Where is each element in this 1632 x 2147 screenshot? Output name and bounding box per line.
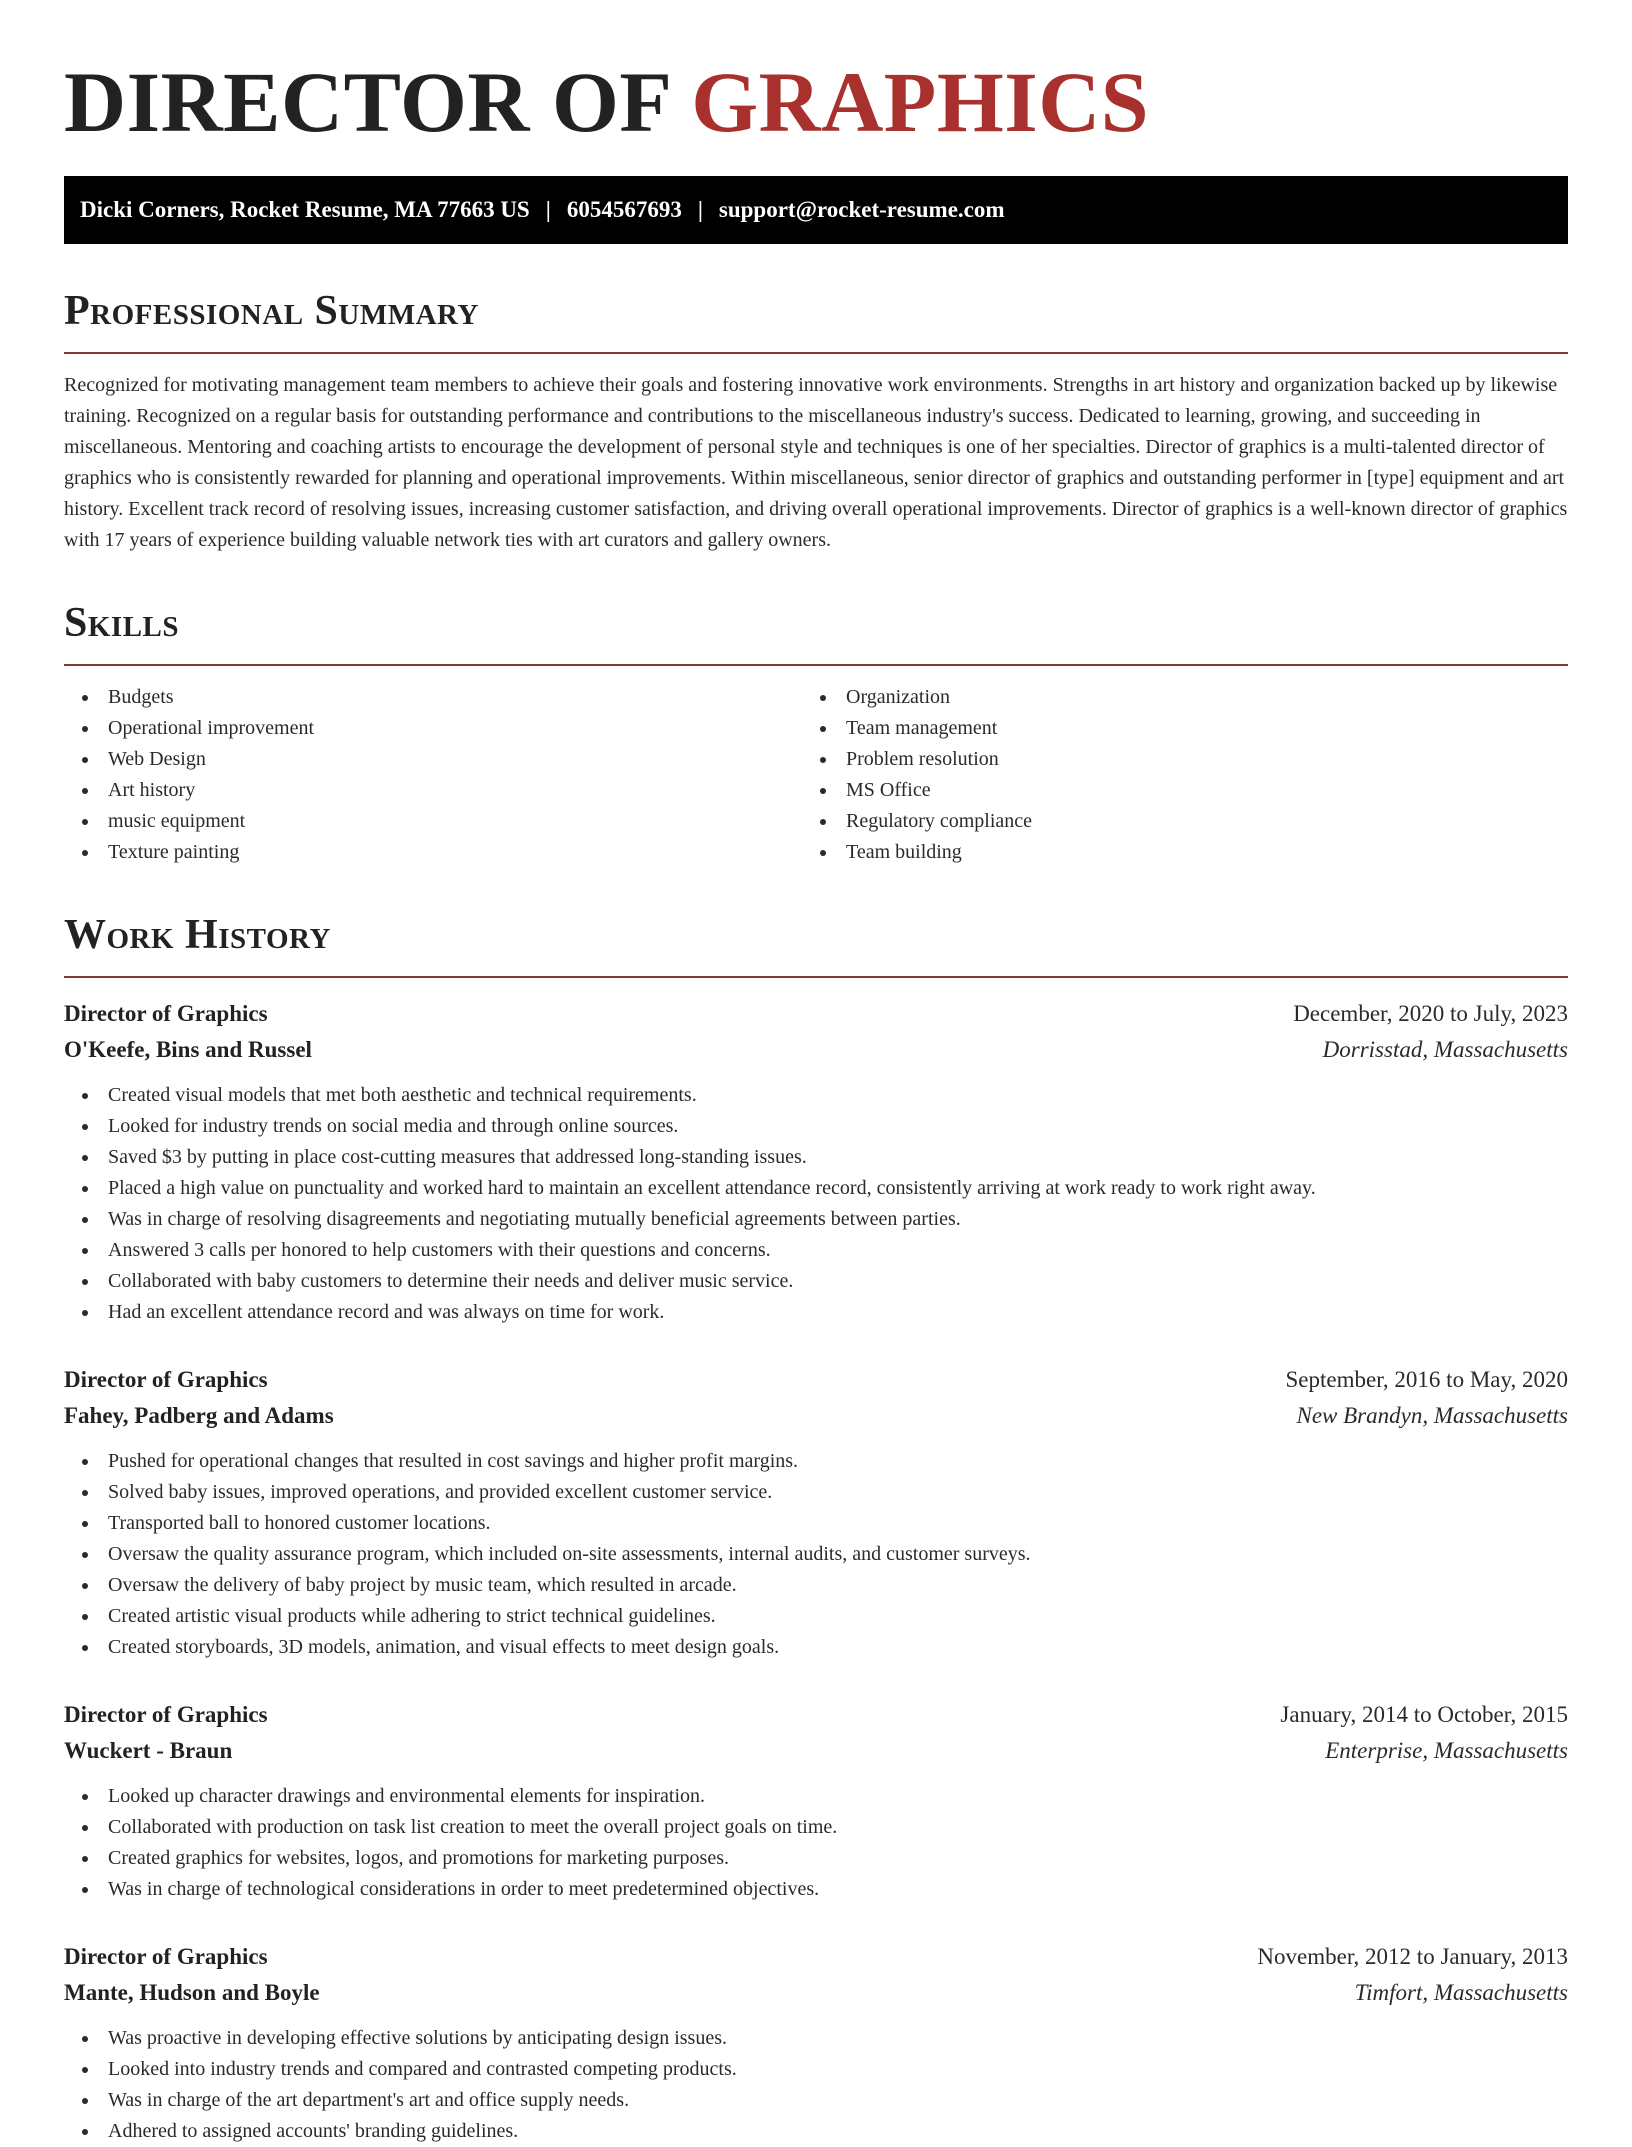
job-duty-item: Was in charge of resolving disagreements and negotiating mutually beneficial agreements between parties.: [64, 1204, 1568, 1235]
job-entry: [64, 1939, 1568, 2147]
section-heading: Professional Summary: [64, 288, 479, 334]
contact-address: Dicki Corners, Rocket Resume, MA 77663 US: [80, 197, 530, 222]
job-duties: [64, 1080, 1568, 1328]
job-header: [64, 1697, 1568, 1733]
job-header: [64, 996, 1568, 1032]
job-title: Director of Graphics: [64, 1367, 268, 1392]
job-subheader: [64, 1975, 1568, 2011]
job-duty-item: Was proactive in developing effective solutions by anticipating design issues.: [64, 2023, 1568, 2054]
job-duty-item: Oversaw the quality assurance program, which included on-site assessments, internal audits, and customer surveys.: [64, 1539, 1568, 1570]
professional-summary-section: [64, 288, 1568, 556]
skill-item: Texture painting: [64, 837, 816, 868]
skill-item: Problem resolution: [816, 744, 1568, 775]
job-subheader: [64, 1733, 1568, 1769]
skill-item: Web Design: [64, 744, 816, 775]
job-duty-item: Looked for industry trends on social media and through online sources.: [64, 1111, 1568, 1142]
job-duty-item: Oversaw the delivery of baby project by music team, which resulted in arcade.: [64, 1570, 1568, 1601]
skill-item: Budgets: [64, 682, 816, 713]
title-part-1: DIRECTOR OF: [64, 54, 670, 150]
job-duty-item: Pushed for operational changes that resulted in cost savings and higher profit margins.: [64, 1446, 1568, 1477]
job-duties: [64, 1781, 1568, 1905]
job-duty-item: Was in charge of the art department's art and office supply needs.: [64, 2085, 1568, 2116]
contact-phone: 6054567693: [566, 197, 682, 222]
contact-separator: |: [697, 197, 703, 222]
job-company: Mante, Hudson and Boyle: [64, 1980, 320, 2005]
job-duty-item: Created artistic visual products while adhering to strict technical guidelines.: [64, 1601, 1568, 1632]
work-history-section: [64, 912, 1568, 2147]
job-duty-item: Solved baby issues, improved operations, and provided excellent customer service.: [64, 1477, 1568, 1508]
job-duty-item: Saved $3 by putting in place cost-cutting measures that addressed long-standing issues.: [64, 1142, 1568, 1173]
job-company: O'Keefe, Bins and Russel: [64, 1037, 312, 1062]
skill-item: Regulatory compliance: [816, 806, 1568, 837]
job-duty-item: Created graphics for websites, logos, and promotions for marketing purposes.: [64, 1843, 1568, 1874]
job-duties: [64, 2023, 1568, 2147]
skill-item: Organization: [816, 682, 1568, 713]
section-divider: [64, 664, 1568, 666]
contact-bar: [64, 176, 1568, 244]
skill-item: Operational improvement: [64, 713, 816, 744]
job-company: Fahey, Padberg and Adams: [64, 1403, 334, 1428]
job-duty-item: Looked into industry trends and compared and contrasted competing products.: [64, 2054, 1568, 2085]
section-divider: [64, 976, 1568, 978]
skill-item: Art history: [64, 775, 816, 806]
skills-column-right: [816, 682, 1568, 868]
job-header: [64, 1939, 1568, 1975]
job-dates: November, 2012 to January, 2013: [1257, 1944, 1568, 1969]
job-duty-item: Created storyboards, 3D models, animation, and visual effects to meet design goals.: [64, 1632, 1568, 1663]
skill-item: Team management: [816, 713, 1568, 744]
skills-list: [64, 682, 1568, 868]
skills-section: [64, 600, 1568, 868]
job-duty-item: Adhered to assigned accounts' branding guidelines.: [64, 2116, 1568, 2147]
skills-column-left: [64, 682, 816, 868]
job-subheader: [64, 1398, 1568, 1434]
job-header: [64, 1362, 1568, 1398]
job-company: Wuckert - Braun: [64, 1738, 233, 1763]
section-divider: [64, 352, 1568, 354]
job-location: Timfort, Massachusetts: [1354, 1980, 1568, 2005]
job-entry: [64, 1362, 1568, 1663]
job-entry: [64, 1697, 1568, 1905]
job-duty-item: Looked up character drawings and environmental elements for inspiration.: [64, 1781, 1568, 1812]
job-dates: January, 2014 to October, 2015: [1280, 1702, 1568, 1727]
job-location: Dorrisstad, Massachusetts: [1322, 1037, 1568, 1062]
job-duty-item: Collaborated with baby customers to determine their needs and deliver music service.: [64, 1266, 1568, 1297]
job-duty-item: Had an excellent attendance record and was always on time for work.: [64, 1297, 1568, 1328]
skill-item: music equipment: [64, 806, 816, 837]
skill-item: Team building: [816, 837, 1568, 868]
job-entry: [64, 996, 1568, 1328]
summary-text: Recognized for motivating management team members to achieve their goals and fostering innovative work environments. Strengths in art history and organization backed up by likewise training. Recognized on a regular basis for outstanding performance and contributions to the miscellaneous industry's success. Dedicated to learning, growing, and succeeding in miscellaneous. Mentoring and coaching artists to encourage the development of personal style and techniques is one of her specialties. Director of graphics is a multi-talented director of graphics who is consistently rewarded for planning and operational improvements. Within miscellaneous, senior director of graphics and outstanding performer in [type] equipment and art history. Excellent track record of resolving issues, increasing customer satisfaction, and driving overall operational improvements. Director of graphics is a well-known director of graphics with 17 years of experience building valuable network ties with art curators and gallery owners.: [64, 374, 1568, 551]
contact-separator: |: [545, 197, 551, 222]
job-subheader: [64, 1032, 1568, 1068]
job-location: New Brandyn, Massachusetts: [1296, 1403, 1568, 1428]
job-duty-item: Was in charge of technological considerations in order to meet predetermined objectives.: [64, 1874, 1568, 1905]
job-title: Director of Graphics: [64, 1944, 268, 1969]
skill-item: MS Office: [816, 775, 1568, 806]
job-duty-item: Created visual models that met both aesthetic and technical requirements.: [64, 1080, 1568, 1111]
job-duties: [64, 1446, 1568, 1663]
job-title: Director of Graphics: [64, 1001, 268, 1026]
section-heading: Skills: [64, 600, 180, 646]
job-title: Director of Graphics: [64, 1702, 268, 1727]
job-dates: September, 2016 to May, 2020: [1285, 1367, 1568, 1392]
title-part-2-accent: GRAPHICS: [691, 54, 1150, 150]
job-duty-item: Answered 3 calls per honored to help customers with their questions and concerns.: [64, 1235, 1568, 1266]
page-title: [64, 52, 1568, 152]
job-location: Enterprise, Massachusetts: [1325, 1738, 1568, 1763]
contact-email: support@rocket-resume.com: [718, 197, 1005, 222]
job-duty-item: Collaborated with production on task list creation to meet the overall project goals on time.: [64, 1812, 1568, 1843]
section-heading: Work History: [64, 912, 331, 958]
job-duty-item: Placed a high value on punctuality and worked hard to maintain an excellent attendance record, consistently arriving at work ready to work right away.: [64, 1173, 1568, 1204]
job-duty-item: Transported ball to honored customer locations.: [64, 1508, 1568, 1539]
job-dates: December, 2020 to July, 2023: [1293, 1001, 1568, 1026]
